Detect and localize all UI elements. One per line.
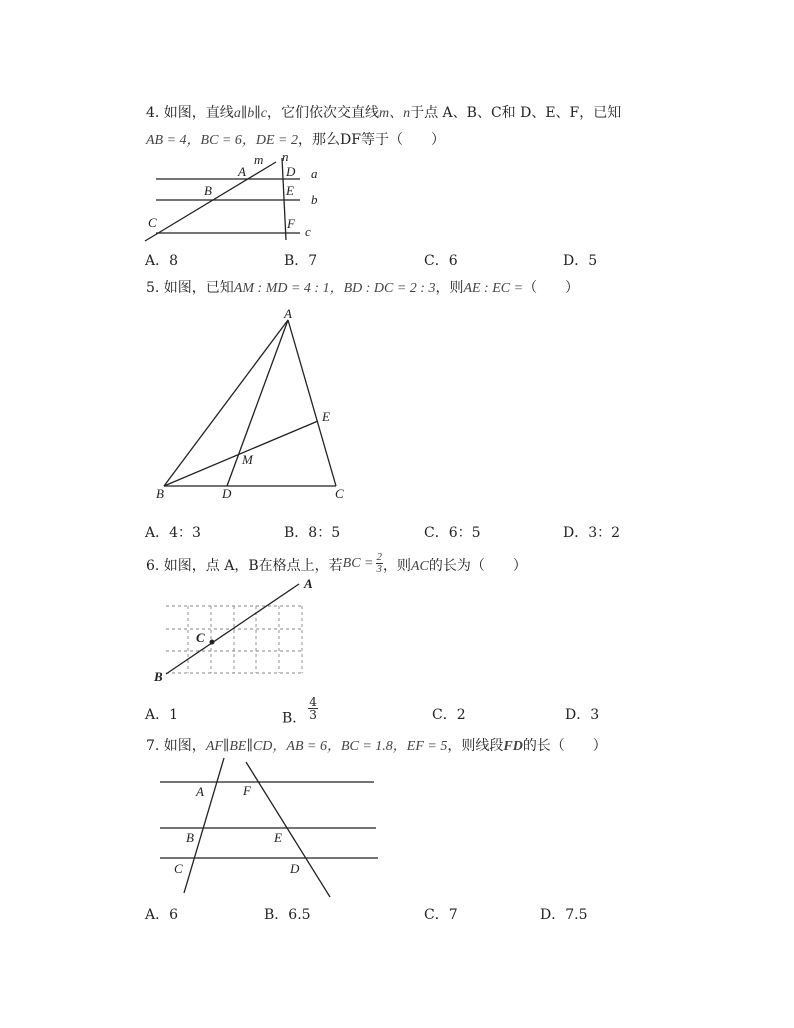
q6-point-C: [210, 640, 215, 645]
q7-stem-pre: 7. 如图，: [146, 738, 206, 754]
q5-stem-pre: 5. 如图，已知: [146, 280, 234, 296]
q7-label-E: E: [274, 830, 282, 845]
q5-ratio: AE : EC =: [463, 281, 524, 296]
q5-label-D: D: [222, 486, 232, 501]
q6-option-c[interactable]: C．2: [432, 707, 466, 723]
q5-label-M: M: [242, 452, 253, 467]
q7-ask: 的长（ ）: [522, 738, 607, 754]
q6-option-b-num: 4: [309, 695, 317, 709]
q4-figure: [140, 148, 340, 243]
q7-cond: AF∥BE∥CD: [205, 739, 273, 754]
q6-option-b-fraction: [308, 696, 318, 721]
q4-option-b[interactable]: B．7: [284, 253, 318, 269]
q4-label-a: a: [311, 166, 318, 181]
q4-given: AB = 4，BC = 6，DE = 2: [146, 133, 298, 148]
q5-side-AB: [164, 320, 288, 486]
q6-label-C: C: [196, 630, 205, 645]
q7-label-C: C: [174, 861, 183, 876]
q4-option-c[interactable]: C．6: [424, 253, 458, 269]
q4-label-D: D: [286, 164, 296, 179]
q7-label-B: B: [186, 830, 194, 845]
q7-option-a[interactable]: A．6: [145, 907, 179, 923]
q4-lines: m、n: [378, 106, 411, 121]
q4-line-m: [145, 162, 276, 241]
q5-label-A: A: [284, 306, 292, 321]
q5-ask: （ ）: [523, 280, 580, 296]
q6-figure: [150, 574, 330, 684]
q6-option-b-letter: B．: [282, 710, 307, 727]
q5-option-c[interactable]: C．6：5: [424, 525, 481, 541]
q6-ask: 的长为（ ）: [428, 558, 527, 574]
q4-cond: a∥b∥c: [233, 106, 267, 121]
q4-label-A: A: [238, 164, 246, 179]
q6-cond-num: 2: [376, 551, 382, 563]
q7-transversal-ABC: [184, 758, 224, 893]
q6-stem: [146, 552, 527, 576]
q4-stem: [146, 104, 621, 123]
q5-segment-AD: [227, 320, 288, 486]
q4-ask: ，那么DF等于（ ）: [298, 132, 445, 148]
q4-label-c: c: [305, 224, 311, 239]
q7-given: ，AB = 6，BC = 1.8，EF = 5: [272, 739, 448, 754]
q6-option-d[interactable]: D．3: [565, 707, 600, 723]
q7-label-A: A: [196, 784, 204, 799]
q4-label-b: b: [311, 192, 318, 207]
q5-side-AC: [288, 320, 336, 486]
q7-stem-mid: ，则线段: [447, 738, 504, 754]
q4-label-B: B: [204, 183, 212, 198]
q5-segment-BE: [164, 421, 318, 486]
q4-label-m: m: [254, 152, 264, 167]
q6-option-a[interactable]: A．1: [145, 707, 179, 723]
q4-option-d[interactable]: D．5: [563, 253, 598, 269]
q6-cond-fraction: [376, 552, 384, 575]
q4-label-C: C: [148, 215, 157, 230]
q6-grid: [166, 606, 302, 673]
q6-option-b[interactable]: [282, 696, 318, 728]
q7-label-F: F: [243, 783, 251, 798]
q5-option-a[interactable]: A．4：3: [145, 525, 201, 541]
q5-stem-mid: ，则: [435, 280, 464, 296]
q7-stem: [146, 737, 607, 756]
q6-stem-pre: 6. 如图，点 A，B在格点上，若: [146, 558, 343, 574]
q4-label-n: n: [282, 149, 289, 164]
q7-label-D: D: [290, 861, 300, 876]
q6-stem-mid: ，则: [383, 558, 411, 574]
q6-label-B: B: [154, 669, 163, 684]
q7-target: FD: [503, 739, 523, 754]
q7-option-d[interactable]: D．7.5: [540, 907, 588, 923]
q4-label-F: F: [287, 216, 295, 231]
q6-cond-lhs: BC =: [342, 556, 374, 571]
q5-label-C: C: [335, 486, 344, 501]
q4-label-E: E: [286, 183, 294, 198]
q5-option-b[interactable]: B．8：5: [284, 525, 341, 541]
q4-stem-pre: 4. 如图，直线: [146, 105, 234, 121]
q7-option-b[interactable]: B．6.5: [264, 907, 311, 923]
q7-figure: [150, 755, 390, 900]
q5-cond: AM : MD = 4 : 1，BD : DC = 2 : 3: [233, 281, 436, 296]
q4-stem-mid: ，它们依次交直线: [266, 105, 379, 121]
q7-option-c[interactable]: C．7: [424, 907, 458, 923]
q6-label-A: A: [304, 576, 313, 591]
q5-label-B: B: [156, 486, 164, 501]
q5-stem: [146, 279, 579, 298]
q5-label-E: E: [322, 409, 330, 424]
q6-cond-den: 3: [376, 563, 382, 575]
q6-target: AC: [411, 559, 429, 574]
q4-stem-post: 于点 A、B、C和 D、E、F，已知: [410, 105, 622, 121]
q4-option-a[interactable]: A．8: [145, 253, 179, 269]
q5-figure: [150, 306, 360, 506]
q6-option-b-den: 3: [309, 708, 317, 722]
q5-option-d[interactable]: D．3：2: [563, 525, 621, 541]
